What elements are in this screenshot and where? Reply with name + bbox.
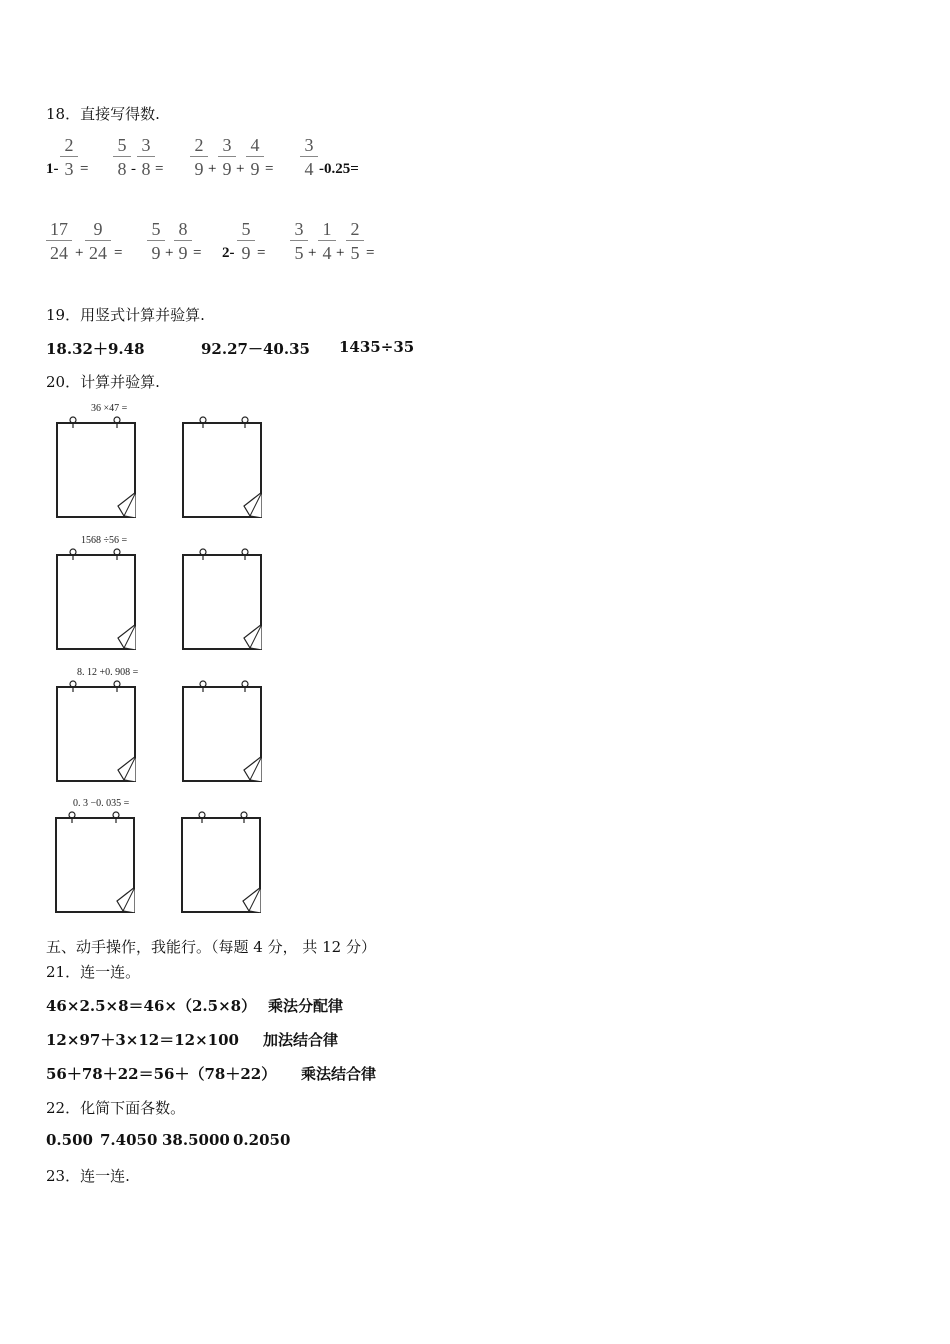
equals-sign: = xyxy=(193,245,202,261)
q19-item: 92.27－40.35 xyxy=(201,340,310,358)
q21-expr: 12×97＋3×12＝12×100 xyxy=(46,1031,239,1049)
fraction: 2 9 xyxy=(188,135,210,179)
q20-title: 20．计算并验算. xyxy=(46,373,160,391)
fraction: 2 5 xyxy=(344,219,366,263)
notepad-icon xyxy=(182,422,262,518)
equals-sign: = xyxy=(265,161,274,177)
fraction: 8 9 xyxy=(172,219,194,263)
q22-item: 38.5000 xyxy=(162,1131,230,1149)
notepad-icon xyxy=(182,686,262,782)
q22-item: 0.500 xyxy=(46,1131,93,1149)
q22-item: 7.4050 xyxy=(100,1131,158,1149)
q21-expr: 56＋78＋22＝56＋（78＋22） xyxy=(46,1065,277,1083)
fraction: 1 4 xyxy=(316,219,338,263)
equals-sign: = xyxy=(155,161,164,177)
q19-item: 18.32＋9.48 xyxy=(46,340,145,358)
q22-item: 0.2050 xyxy=(233,1131,291,1149)
notepad-icon xyxy=(182,554,262,650)
fraction: 3 8 xyxy=(135,135,157,179)
q21-law: 乘法分配律 xyxy=(268,997,344,1015)
fraction: 5 9 xyxy=(235,219,257,263)
notepad-icon xyxy=(56,686,136,782)
equals-sign: = xyxy=(257,245,266,261)
notepad-label: 36 ×47 = xyxy=(91,403,128,414)
notepad-icon xyxy=(56,422,136,518)
operator: - xyxy=(131,161,136,177)
notepad-icon xyxy=(56,554,136,650)
q23-title: 23．连一连. xyxy=(46,1167,130,1185)
notepad-icon xyxy=(181,817,261,913)
expr-suffix: -0.25= xyxy=(319,161,359,177)
section-title: 五、动手操作，我能行。（每题 4 分， 共 12 分） xyxy=(46,938,376,956)
operator: + xyxy=(75,245,84,261)
fraction: 4 9 xyxy=(244,135,266,179)
q21-law: 乘法结合律 xyxy=(301,1065,377,1083)
fraction: 3 5 xyxy=(288,219,310,263)
q21-title: 21．连一连。 xyxy=(46,963,141,981)
q19-item: 1435÷35 xyxy=(339,338,415,356)
equals-sign: = xyxy=(366,245,375,261)
q18-title: 18．直接写得数. xyxy=(46,105,160,123)
notepad-label: 0. 3 −0. 035 = xyxy=(73,798,130,809)
q22-title: 22．化简下面各数。 xyxy=(46,1099,186,1117)
q19-title: 19．用竖式计算并验算. xyxy=(46,306,205,324)
operator: + xyxy=(336,245,345,261)
equals-sign: = xyxy=(114,245,123,261)
notepad-icon xyxy=(55,817,135,913)
operator: + xyxy=(165,245,174,261)
fraction: 3 4 xyxy=(298,135,320,179)
operator: + xyxy=(236,161,245,177)
operator: + xyxy=(208,161,217,177)
expr-prefix: 2- xyxy=(222,245,235,261)
fraction: 3 9 xyxy=(216,135,238,179)
expr-prefix: 1- xyxy=(46,161,59,177)
notepad-label: 8. 12 +0. 908 = xyxy=(77,667,139,678)
fraction: 5 8 xyxy=(111,135,133,179)
q21-law: 加法结合律 xyxy=(263,1031,339,1049)
operator: + xyxy=(308,245,317,261)
fraction: 2 3 xyxy=(58,135,80,179)
fraction: 9 24 xyxy=(83,219,113,263)
q21-expr: 46×2.5×8＝46×（2.5×8） xyxy=(46,997,257,1015)
fraction: 17 24 xyxy=(44,219,74,263)
equals-sign: = xyxy=(80,161,89,177)
notepad-label: 1568 ÷56 = xyxy=(81,535,128,546)
fraction: 5 9 xyxy=(145,219,167,263)
